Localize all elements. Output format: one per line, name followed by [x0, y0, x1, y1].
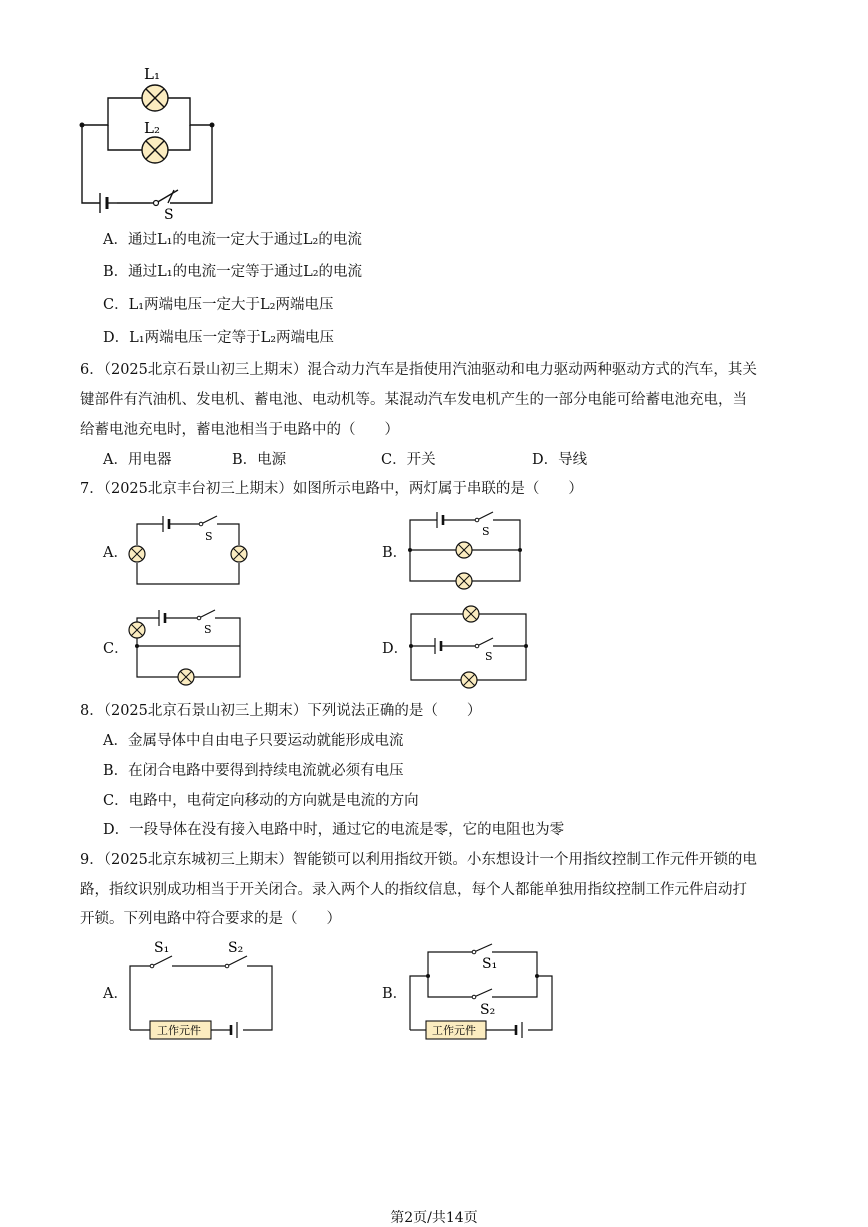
q9-stem-line1: 9．（2025北京东城初三上期末）智能锁可以利用指纹开锁。小东想设计一个用指纹控制工作元件开锁的电 — [80, 852, 757, 868]
q9-circuit-a — [120, 932, 280, 1047]
q9-stem-line2: 路，指纹识别成功相当于开关闭合。录入两个人的指纹信息，每个人都能单独用指纹控制工作元件启动打 — [80, 882, 747, 898]
lamp-icon — [456, 573, 472, 589]
work-element-label: 工作元件 — [432, 1024, 476, 1037]
q7-label-b: B． — [382, 545, 408, 561]
q6-stem-line3: 给蓄电池充电时，蓄电池相当于电路中的（ ） — [80, 422, 399, 438]
q7-label-d: D． — [382, 641, 409, 657]
q8-option-d: D．一段导体在没有接入电路中时，通过它的电流是零，它的电阻也为零 — [103, 822, 565, 838]
q8-option-c: C．电路中，电荷定向移动的方向就是电流的方向 — [103, 793, 419, 809]
q5-option-b: B．通过L₁的电流一定等于通过L₂的电流 — [103, 264, 363, 280]
label-s1: S₁ — [482, 956, 498, 972]
label-s1: S₁ — [154, 940, 170, 956]
q8-option-b: B．在闭合电路中要得到持续电流就必须有电压 — [103, 763, 404, 779]
q5-option-c: C．L₁两端电压一定大于L₂两端电压 — [103, 297, 334, 313]
q7-circuit-d — [405, 600, 535, 695]
q8-stem: 8．（2025北京石景山初三上期末）下列说法正确的是（ ） — [80, 703, 482, 719]
lamp-icon — [129, 622, 145, 638]
q7-label-c: C． — [103, 641, 129, 657]
q6-stem-line1: 6．（2025北京石景山初三上期末）混合动力汽车是指使用汽油驱动和电力驱动两种驱动方式的汽车，其关 — [80, 362, 757, 378]
label-s2: S₂ — [480, 1002, 496, 1018]
label-l1: L₁ — [144, 65, 160, 83]
label-s: S — [164, 207, 174, 223]
q6-option-d: D．导线 — [532, 452, 588, 468]
lamp-icon — [231, 546, 247, 562]
q6-option-c: C．开关 — [381, 452, 436, 468]
switch-label: S — [204, 623, 212, 636]
work-element-box — [426, 1021, 486, 1039]
q8-option-a: A．金属导体中自由电子只要运动就能形成电流 — [103, 733, 404, 749]
lamp-icon — [178, 669, 194, 685]
q7-circuit-b — [405, 508, 530, 598]
switch-label: S — [205, 530, 213, 543]
lamp-icon — [129, 546, 145, 562]
switch-label: S — [482, 525, 490, 538]
label-s2: S₂ — [228, 940, 244, 956]
page-number: 第2页/共14页 — [390, 1210, 478, 1226]
q5-circuit-figure — [70, 60, 230, 225]
q5-option-a: A．通过L₁的电流一定大于通过L₂的电流 — [103, 232, 362, 248]
work-element-box — [150, 1021, 211, 1039]
q7-stem: 7．（2025北京丰台初三上期末）如图所示电路中，两灯属于串联的是（ ） — [80, 481, 583, 497]
work-element-label: 工作元件 — [157, 1024, 201, 1037]
q5-option-d: D．L₁两端电压一定等于L₂两端电压 — [103, 330, 335, 346]
label-l2: L₂ — [144, 119, 160, 137]
lamp-l2-icon — [142, 137, 168, 163]
q9-stem-line3: 开锁。下列电路中符合要求的是（ ） — [80, 911, 341, 927]
q6-option-a: A．用电器 — [103, 452, 172, 468]
switch-label: S — [485, 650, 493, 663]
q7-circuit-a — [125, 512, 255, 592]
q7-label-a: A． — [103, 545, 128, 561]
q9-circuit-b — [400, 936, 562, 1048]
q7-circuit-c — [125, 606, 255, 694]
q6-stem-line2: 键部件有汽油机、发电机、蓄电池、电动机等。某混动汽车发电机产生的一部分电能可给蓄电池充电，当 — [80, 392, 747, 408]
lamp-icon — [463, 606, 479, 622]
lamp-icon — [456, 542, 472, 558]
lamp-icon — [461, 672, 477, 688]
q9-label-a: A． — [103, 986, 128, 1002]
q9-label-b: B． — [382, 986, 408, 1002]
q6-option-b: B．电源 — [232, 452, 287, 468]
lamp-l1-icon — [142, 85, 168, 111]
